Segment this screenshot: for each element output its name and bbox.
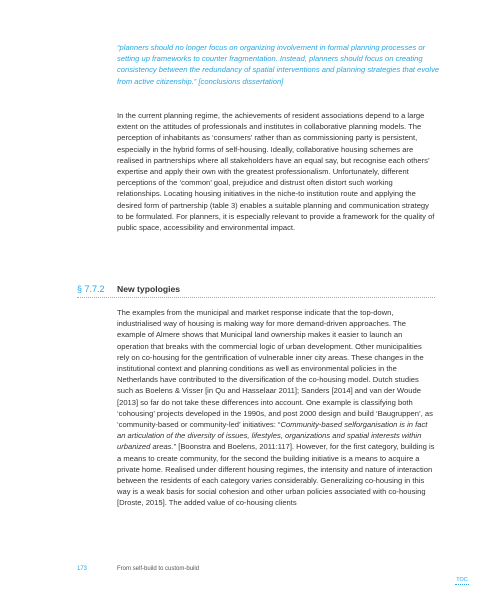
running-title: From self-build to custom-build [117,566,200,572]
pull-quote: “planners should no longer focus on organizing involvement in formal planning processes or setting up frameworks to counter fragmentation. Instead, planners should focus on creating consistency between the redundancy of spatial interventions and planning strategies that evolve from active citizenship.” [conclusions dissertation] [117,43,440,86]
page-number: 173 [77,566,88,572]
section-title: New typologies [117,284,181,294]
paragraph-2-text-before-quote: The examples from the municipal and market response indicate that the top-down, industrialised way of housing is making way for more demand-driven approaches. The example of Almere shows that Municipal land ownership makes it easier to launch an operation that breaks with the commercial logic of urban development. Other municipalities rely on co-housing for the gentrification of vulnerable inner city areas. These changes in the institutional context and planning conditions as well as environmental policies in the Netherlands have contributed to the diversification of the co-housing model. Dutch studies such as Boelens & Visser [in Qu and Hasselaar 2011]; Sanders [2014] and van der Woude [2013] so far do not take these differences into account. One example is classifying both ‘cohousing’ projects developed in the 1990s, and post 2000 design and build ‘Baugruppen’, as ‘community-based or community-led’ initiatives: “ [117,308,433,430]
body-paragraph-2 [117,307,435,509]
body-paragraph-1: In the current planning regime, the achievements of resident associations depend to a large extent on the attitudes of professionals and institutes in collaborative planning models. The perception of inhabitants as ‘consumers’ rather than as commissioning party is persistent, especially in the hybrid forms of self-housing. Ideally, collaborative housing schemes are realised in partnerships where all stakeholders have an equal say, but recognise each others’ expertise and apply their own with the greatest professionalism. Unfortunately, different perceptions of the ‘common’ goal, prejudice and distrust often distort such working relationships. Locating housing initiatives in the niche-to institution route and applying the desired form of partnership (table 3) enables a suitable planning and communication strategy to be formulated. For planners, it is especially relevant to provide a framework for the quality of public space, accessibility and environmental impact. [117,111,435,233]
section-number: § 7.7.2 [77,284,105,294]
paragraph-2-text-after-quote: ” [Boonstra and Boelens, 2011:117]. However, for the first category, building is a means to create community, for the second the building initiative is a means to acquire a private home. Realised under different housing regimes, the intensity and nature of interaction between the residents of each category varies considerably. Generalizing co-housing in this way is a weak basis for social cohesion and other urban policies associated with co-housing [Droste, 2015]. The added value of co-housing clients [117,442,435,508]
inline-quote: Community-based selforganisation is in fact an articulation of the diversity of issues, lifestyles, organizations and spatial interests within urbanized areas. [117,420,428,452]
section-divider [77,297,435,298]
toc-link[interactable]: TOC [456,577,468,583]
